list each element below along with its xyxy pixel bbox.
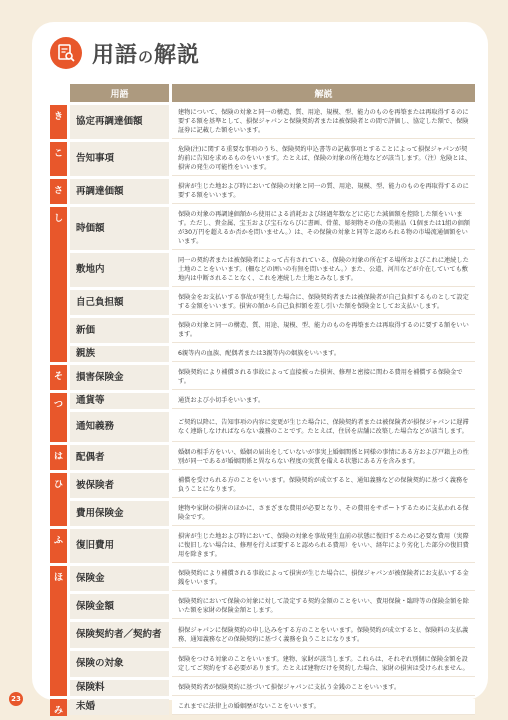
term-cell: 被保険者 <box>70 473 169 498</box>
term-cell: 復旧費用 <box>70 529 169 563</box>
table-row <box>70 290 475 315</box>
group-rows <box>70 207 475 362</box>
kana-marker: そ <box>50 365 67 390</box>
description-cell: 婚姻の相手方をいい、婚姻の届出をしていないが事実上婚姻関係と同様の事情にある方および戸籍上の性別が同一であるが婚姻関係と異ならない程度の実質を備える状態にある方を含みます。 <box>172 445 475 470</box>
term-cell: 費用保険金 <box>70 501 169 526</box>
kana-group <box>50 105 475 139</box>
table-row <box>70 412 475 442</box>
title-particle: の <box>138 47 155 66</box>
description-cell: 損害が生じた地および時において保険の対象と同一の質、用途、規模、型、能力のものを再取得するのに要する額をいいます。 <box>172 179 475 204</box>
kana-group <box>50 142 475 176</box>
description-cell: 保険契約により補償される事故によって直接被った損害、修理と密接に関わる費用を補償する保険金です。 <box>172 365 475 390</box>
table-row <box>70 365 475 390</box>
description-cell: 補償を受けられる方のことをいいます。保険契約が成立すると、通知義務などの保険契約に基づく義務を負うことになります。 <box>172 473 475 498</box>
kana-group <box>50 393 475 442</box>
table-row <box>70 207 475 250</box>
table-row <box>70 594 475 619</box>
description-cell: 保険をつける対象のことをいいます。建物、家財が該当します。これらは、それぞれ別個に保険金額を設定してご契約をする必要があります。たとえば建物だけを契約した場合、家財の損害は受けられません。 <box>172 651 475 677</box>
term-cell: 保険契約者／契約者 <box>70 622 169 648</box>
group-rows <box>70 566 475 696</box>
kana-marker: さ <box>50 179 67 204</box>
group-rows <box>70 179 475 204</box>
group-rows <box>70 142 475 176</box>
group-rows <box>70 445 475 470</box>
document-search-icon <box>50 37 82 69</box>
kana-group <box>50 529 475 563</box>
description-cell: 6親等内の血族、配偶者または3親等内の姻族をいいます。 <box>172 346 475 362</box>
group-rows <box>70 699 475 716</box>
kana-group <box>50 445 475 470</box>
kana-group <box>50 473 475 526</box>
kana-marker: つ <box>50 393 67 442</box>
header-term: 用語 <box>70 84 169 102</box>
kana-group <box>50 179 475 204</box>
description-cell: 保険契約により補償される事故によって損害が生じた場合に、損保ジャパンが被保険者にお支払いする金銭をいいます。 <box>172 566 475 591</box>
page-header <box>50 33 200 73</box>
description-cell: 建物について、保険の対象と同一の構造、質、用途、規模、型、能力のものを再築または再取得するのに要する額を基準として、損保ジャパンと保険契約者または被保険者との間で評価し、協定した額で、保険証券に記載した額をいいます。 <box>172 105 475 139</box>
table-row <box>70 393 475 409</box>
table-row <box>70 253 475 287</box>
kana-group <box>50 207 475 362</box>
kana-marker: き <box>50 105 67 139</box>
description-cell: 危険(注)に関する重要な事項のうち、保険契約申込書等の記載事項とすることによって損保ジャパンが契約前に告知を求めるものをいいます。たとえば、保険の対象の所在地などが該当します。（注）危険とは、損害の発生の可能性をいいます。 <box>172 142 475 176</box>
kana-group <box>50 365 475 390</box>
term-cell: 親族 <box>70 346 169 362</box>
term-cell: 損害保険金 <box>70 365 169 390</box>
term-cell: 保険の対象 <box>70 651 169 677</box>
term-cell: 通知義務 <box>70 412 169 442</box>
description-cell: 損保ジャパンに保険契約の申し込みをする方のことをいいます。保険契約が成立すると、保険料の支払義務、通知義務などの保険契約に基づく義務を負うことになります。 <box>172 622 475 648</box>
description-cell: 建物や家財の損害のほかに、さまざまな費用が必要となり、その費用をサポートするために支払われる保険金です。 <box>172 501 475 526</box>
term-cell: 告知事項 <box>70 142 169 176</box>
table-row <box>70 566 475 591</box>
kana-marker: は <box>50 445 67 470</box>
title-end: 解説 <box>154 42 201 68</box>
group-rows <box>70 473 475 526</box>
page-number: 23 <box>9 692 23 706</box>
table-row <box>70 699 475 715</box>
group-rows <box>70 105 475 139</box>
title-main: 用語 <box>92 42 139 68</box>
table-row <box>70 445 475 470</box>
description-cell: 保険契約者が保険契約に基づいて損保ジャパンに支払う金銭のことをいいます。 <box>172 680 475 696</box>
kana-marker: こ <box>50 142 67 176</box>
table-row <box>70 622 475 648</box>
table-row <box>70 318 475 343</box>
term-cell: 新価 <box>70 318 169 343</box>
term-cell: 敷地内 <box>70 253 169 287</box>
kana-marker: ふ <box>50 529 67 563</box>
description-cell: 損害が生じた地および時において、保険の対象を事故発生直前の状態に復旧するために必要な費用（実際に復旧しない場合は、修理を行えば要すると認められる費用）をいい、経年により劣化した部分の復旧費用を除きます。 <box>172 529 475 563</box>
term-cell: 協定再調達価額 <box>70 105 169 139</box>
kana-group <box>50 699 475 716</box>
header-description: 解説 <box>172 84 475 102</box>
description-cell: 保険の対象の再調達価額から使用による消耗および経過年数などに応じた減価額を控除した額をいいます。ただし、貴金属、宝玉および宝石ならびに書画、骨董、彫刻物その他の美術品（1個または1組の価額が30万円を超えるか否かを問いません。）は、その保険の対象と同等と認められる物の市場流通価額をいいます。 <box>172 207 475 250</box>
table-row <box>70 529 475 563</box>
group-rows <box>70 529 475 563</box>
term-cell: 自己負担額 <box>70 290 169 315</box>
table-row <box>70 501 475 526</box>
kana-marker: み <box>50 699 67 716</box>
term-cell: 配偶者 <box>70 445 169 470</box>
table-row <box>70 142 475 176</box>
description-cell: 保険の対象と同一の構造、質、用途、規模、型、能力のものを再築または再取得するのに要する額をいいます。 <box>172 318 475 343</box>
table-header <box>50 84 475 102</box>
page-title <box>92 38 200 69</box>
glossary-table <box>50 84 475 716</box>
kana-group <box>50 566 475 696</box>
kana-marker: ひ <box>50 473 67 526</box>
description-cell: 保険契約において保険の対象に対して設定する契約金額のことをいい、費用保険・臨時等の保険金額を除いた額を家財の保険金額とします。 <box>172 594 475 619</box>
term-cell: 保険金 <box>70 566 169 591</box>
table-row <box>70 473 475 498</box>
table-row <box>70 179 475 204</box>
term-cell: 再調達価額 <box>70 179 169 204</box>
term-cell: 未婚 <box>70 699 169 715</box>
table-row <box>70 105 475 139</box>
table-row <box>70 346 475 362</box>
description-cell: これまでに法律上の婚姻歴がないことをいいます。 <box>172 699 475 715</box>
table-row <box>70 680 475 696</box>
description-cell: 保険金をお支払いする事故が発生した場合に、保険契約者または被保険者が自己負担するものとして設定する金額をいいます。損害の額から自己負担額を差し引いた額を保険金としてお支払いします。 <box>172 290 475 315</box>
term-cell: 保険金額 <box>70 594 169 619</box>
glossary-groups <box>50 105 475 716</box>
term-cell: 通貨等 <box>70 393 169 409</box>
table-row <box>70 651 475 677</box>
description-cell: ご契約以降に、告知事項の内容に変更が生じた場合に、保険契約者または被保険者が損保ジャパンに遅滞なく連絡しなければならない義務のことです。たとえば、住居を店舗に改築した場合などが該当します。 <box>172 412 475 442</box>
term-cell: 時価額 <box>70 207 169 250</box>
kana-marker: ほ <box>50 566 67 696</box>
term-cell: 保険料 <box>70 680 169 696</box>
group-rows <box>70 365 475 390</box>
kana-marker: し <box>50 207 67 362</box>
description-cell: 同一の契約者または被保険者によって占有されている、保険の対象の所在する場所およびこれに連続した土地のことをいいます。(柵などの囲いの有無を問いません。）また、公道、河川などが介在していても敷地内は中断されることなく、これを連続した土地とみなします。 <box>172 253 475 287</box>
group-rows <box>70 393 475 442</box>
description-cell: 通貨および小切手をいいます。 <box>172 393 475 409</box>
